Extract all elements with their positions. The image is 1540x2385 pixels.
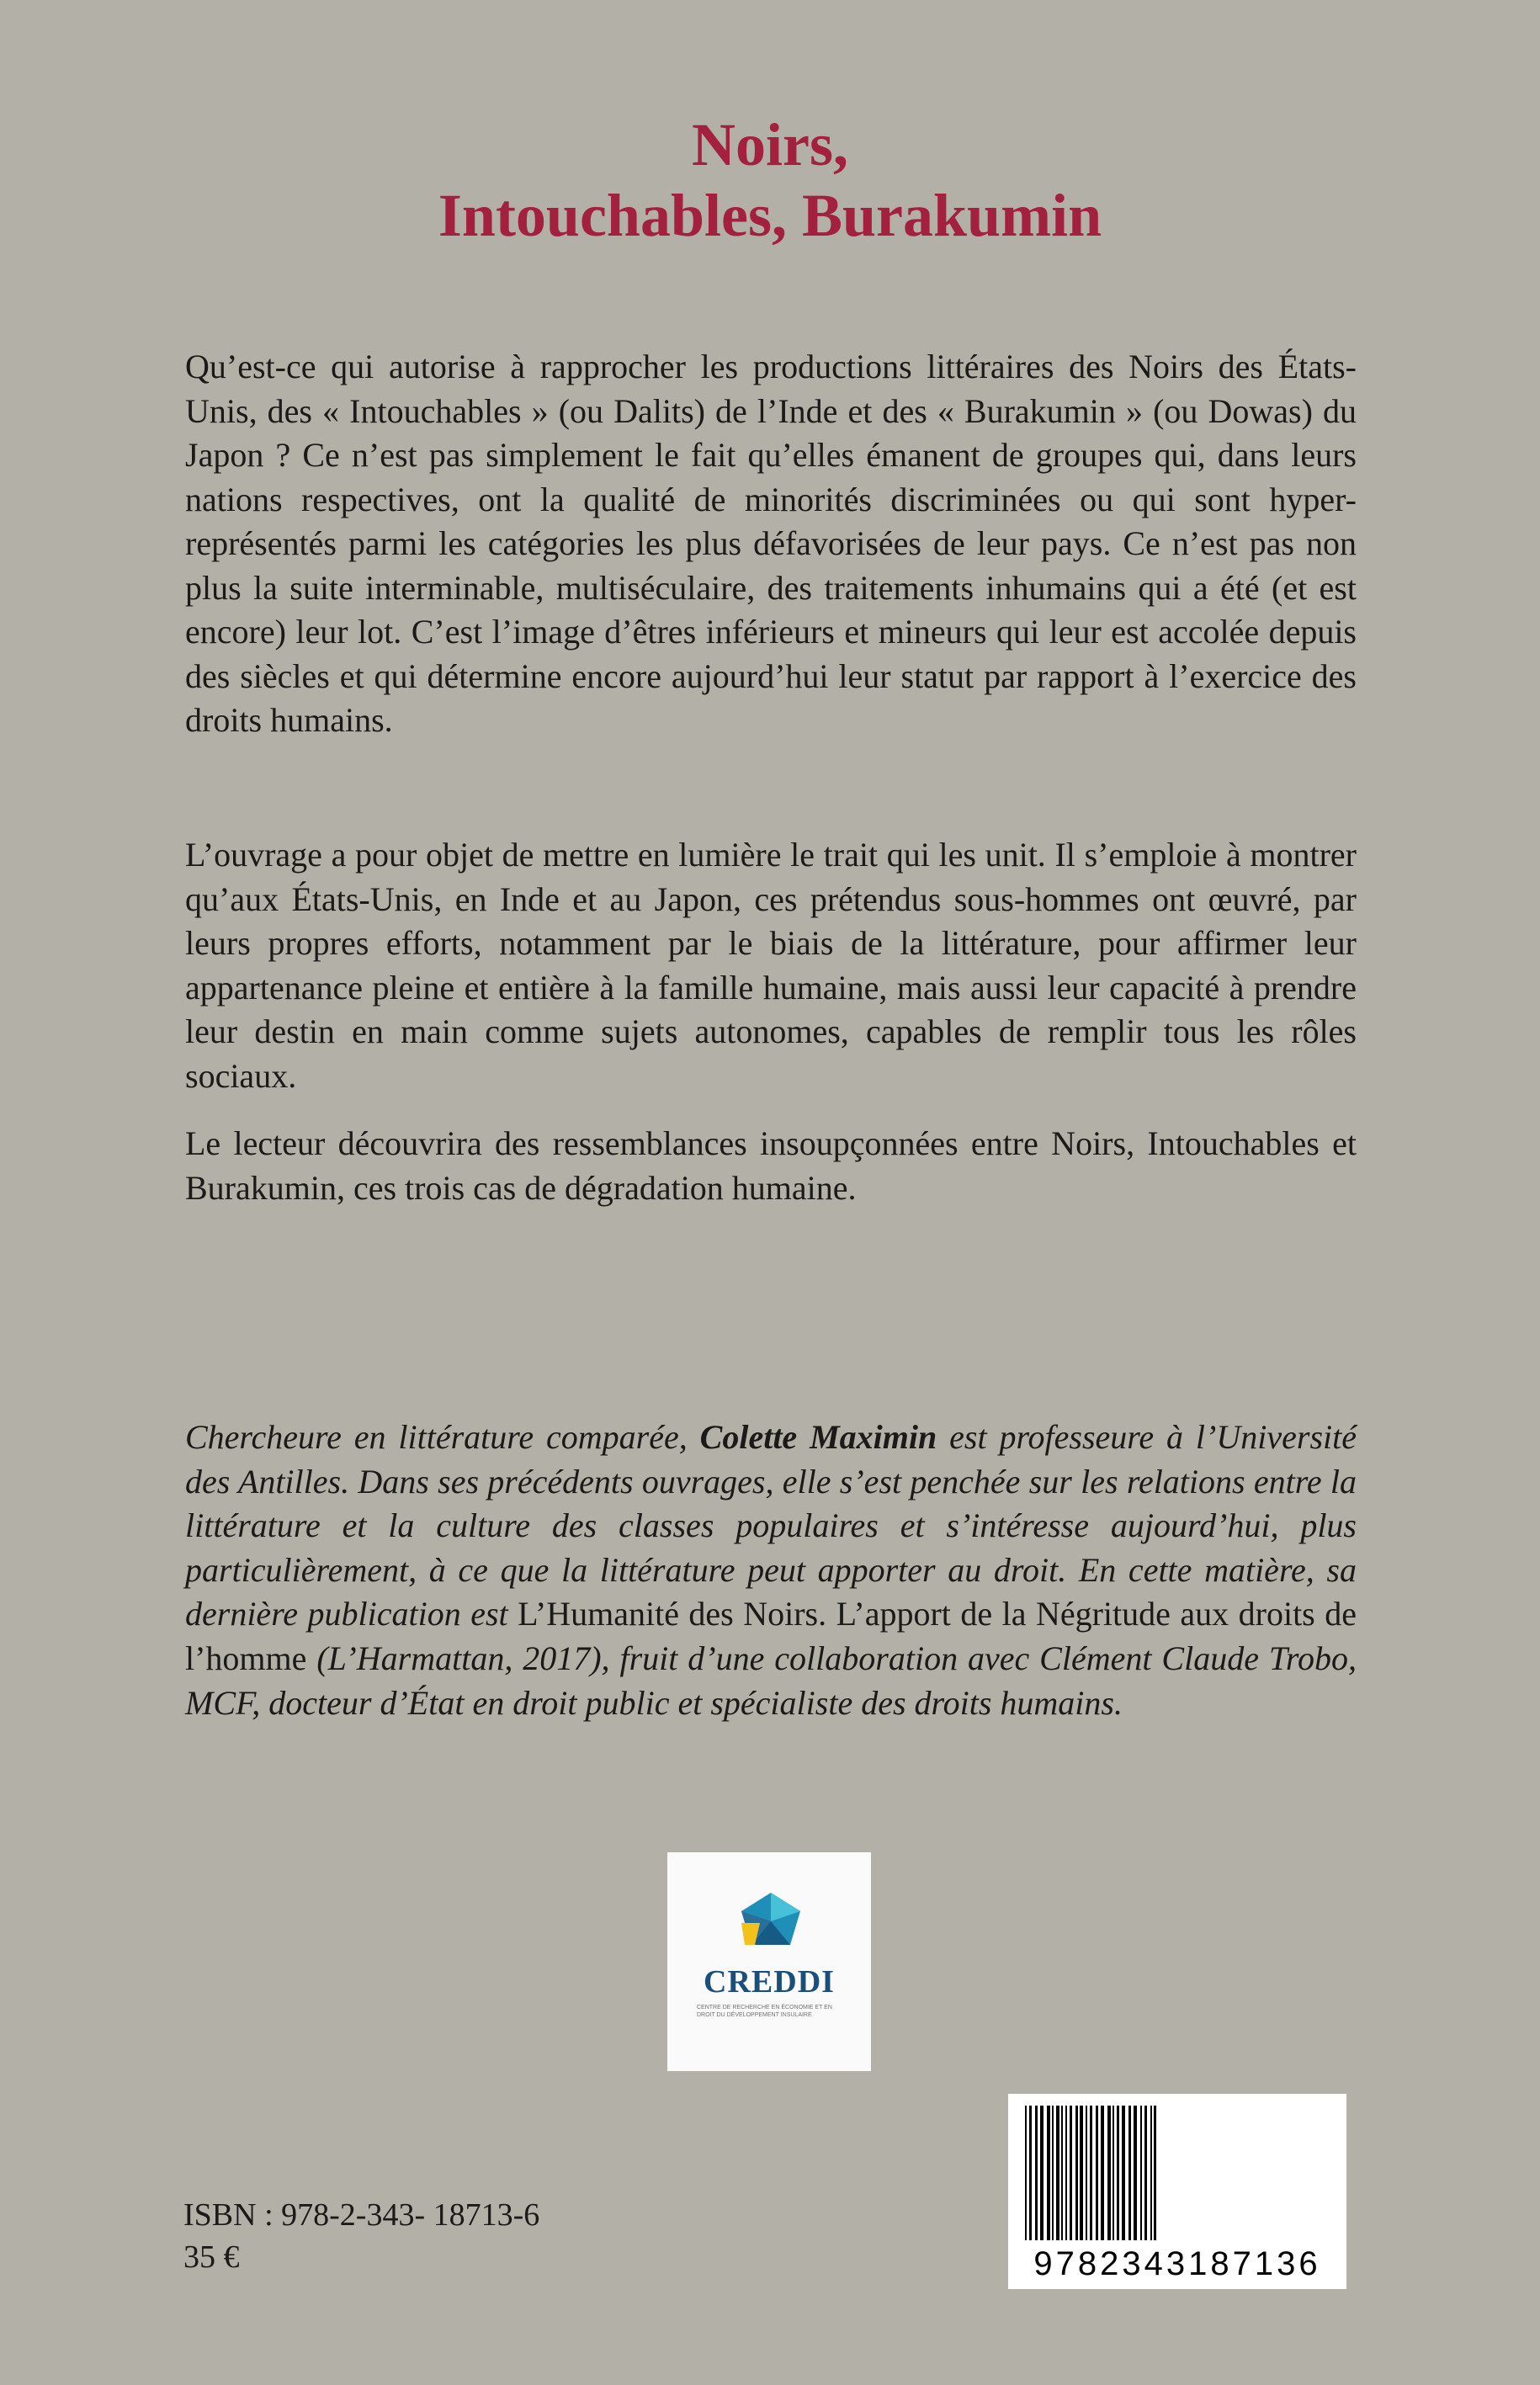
barcode-bar [1154, 2106, 1156, 2240]
barcode-bar [1101, 2106, 1104, 2240]
barcode-bar [1140, 2106, 1142, 2240]
bio-mid: est professeure à l’Université des Antilles. Dans ses précédents ouvrages, elle s’est penchée sur les relations entre la littérature et la culture des classes populaires et s’intéresse aujourd’hui, plus particulièrement, à ce que la littérature peut apporter au droit. En cette matière, sa dernière publication est [185, 1418, 1357, 1633]
barcode-bar [1061, 2106, 1063, 2240]
barcode-bar [1090, 2106, 1092, 2240]
author-bio [185, 1416, 1357, 1725]
logo-name: CREDDI [704, 1964, 835, 2000]
barcode-number: 9782343187136 [1033, 2245, 1321, 2282]
bio-end: (L’Harmattan, 2017), fruit d’une collaboration avec Clément Claude Trobo, MCF, docteur d’État en droit public et spécialiste des droits humains. [185, 1639, 1357, 1722]
barcode-bar [1075, 2106, 1078, 2240]
barcode-bar [1144, 2106, 1147, 2240]
barcode-bar [1070, 2106, 1072, 2240]
barcode-bar [1107, 2106, 1111, 2240]
pentagon-logo-icon [741, 1893, 800, 1960]
barcode-bar [1047, 2106, 1050, 2240]
price-text: 35 € [183, 2239, 240, 2275]
barcode-bar [1128, 2106, 1131, 2240]
barcode-bar [1134, 2106, 1137, 2240]
creddi-logo [667, 1852, 871, 2071]
bio-book-title: L’Humanité des Noirs. L’apport de la Négritude aux droits de l’homme [185, 1595, 1357, 1677]
barcode-bar [1056, 2106, 1059, 2240]
barcode-bar [1122, 2106, 1125, 2240]
bio-intro: Chercheure en littérature comparée, [185, 1418, 700, 1456]
title-line-1: Noirs, [692, 111, 848, 178]
title-line-2: Intouchables, Burakumin [438, 182, 1102, 249]
book-title [0, 109, 1540, 251]
logo-subtitle: CENTRE DE RECHERCHE EN ÉCONOMIE ET EN DROIT DU DÉVELOPPEMENT INSULAIRE [697, 2005, 832, 2018]
summary-paragraph-3: Le lecteur découvrira des ressemblances insoupçonnées entre Noirs, Intouchables et Burakumin, ces trois cas de dégradation humaine. [185, 1124, 1357, 1207]
barcode-bar [1035, 2106, 1038, 2240]
summary-paragraph-1: Qu’est-ce qui autorise à rapprocher les productions littéraires des Noirs des États-Unis, des « Intouchables » (ou Dalits) de l’Inde et des « Burakumin » (ou Dowas) du Japon ? Ce n’est pas simplement le fait qu’elles émanent de groupes qui, dans leurs nations respectives, ont la qualité de minorités discriminées ou qui sont hyper-représentés parmi les catégories les plus défavorisées de leur pays. Ce n’est pas non plus la suite interminable, multiséculaire, des traitements inhumains qui a été (et est encore) leur lot. C’est l’image d’êtres inférieurs et mineurs qui leur est accolée depuis des siècles et qui détermine encore aujourd’hui leur statut par rapport à l’exercice des droits humains. [185, 348, 1357, 739]
barcode-bar [1150, 2106, 1152, 2240]
barcode-bar [1052, 2106, 1054, 2240]
barcode [1008, 2094, 1346, 2289]
author-name: Colette Maximin [699, 1418, 937, 1456]
barcode-bar [1086, 2106, 1087, 2240]
summary-paragraph-2: L’ouvrage a pour objet de mettre en lumière le trait qui les unit. Il s’emploie à montrer qu’aux États-Unis, en Inde et au Japon, ces prétendus sous-hommes ont œuvré, par leurs propres efforts, notamment par le biais de la littérature, pour affirmer leur appartenance pleine et entière à la famille humaine, mais aussi leur capacité à prendre leur destin en main comme sujets autonomes, capables de remplir tous les rôles sociaux. [185, 836, 1357, 1095]
barcode-bar [1065, 2106, 1067, 2240]
barcode-bar [1040, 2106, 1043, 2240]
barcode-bar [1096, 2106, 1098, 2240]
barcode-bar [1080, 2106, 1083, 2240]
barcode-bars [1008, 2094, 1346, 2245]
barcode-bar [1117, 2106, 1119, 2240]
barcode-bar [1113, 2106, 1114, 2240]
isbn-text: ISBN : 978-2-343- 18713-6 [183, 2197, 540, 2233]
barcode-bar [1025, 2106, 1027, 2240]
barcode-bar [1029, 2106, 1032, 2240]
